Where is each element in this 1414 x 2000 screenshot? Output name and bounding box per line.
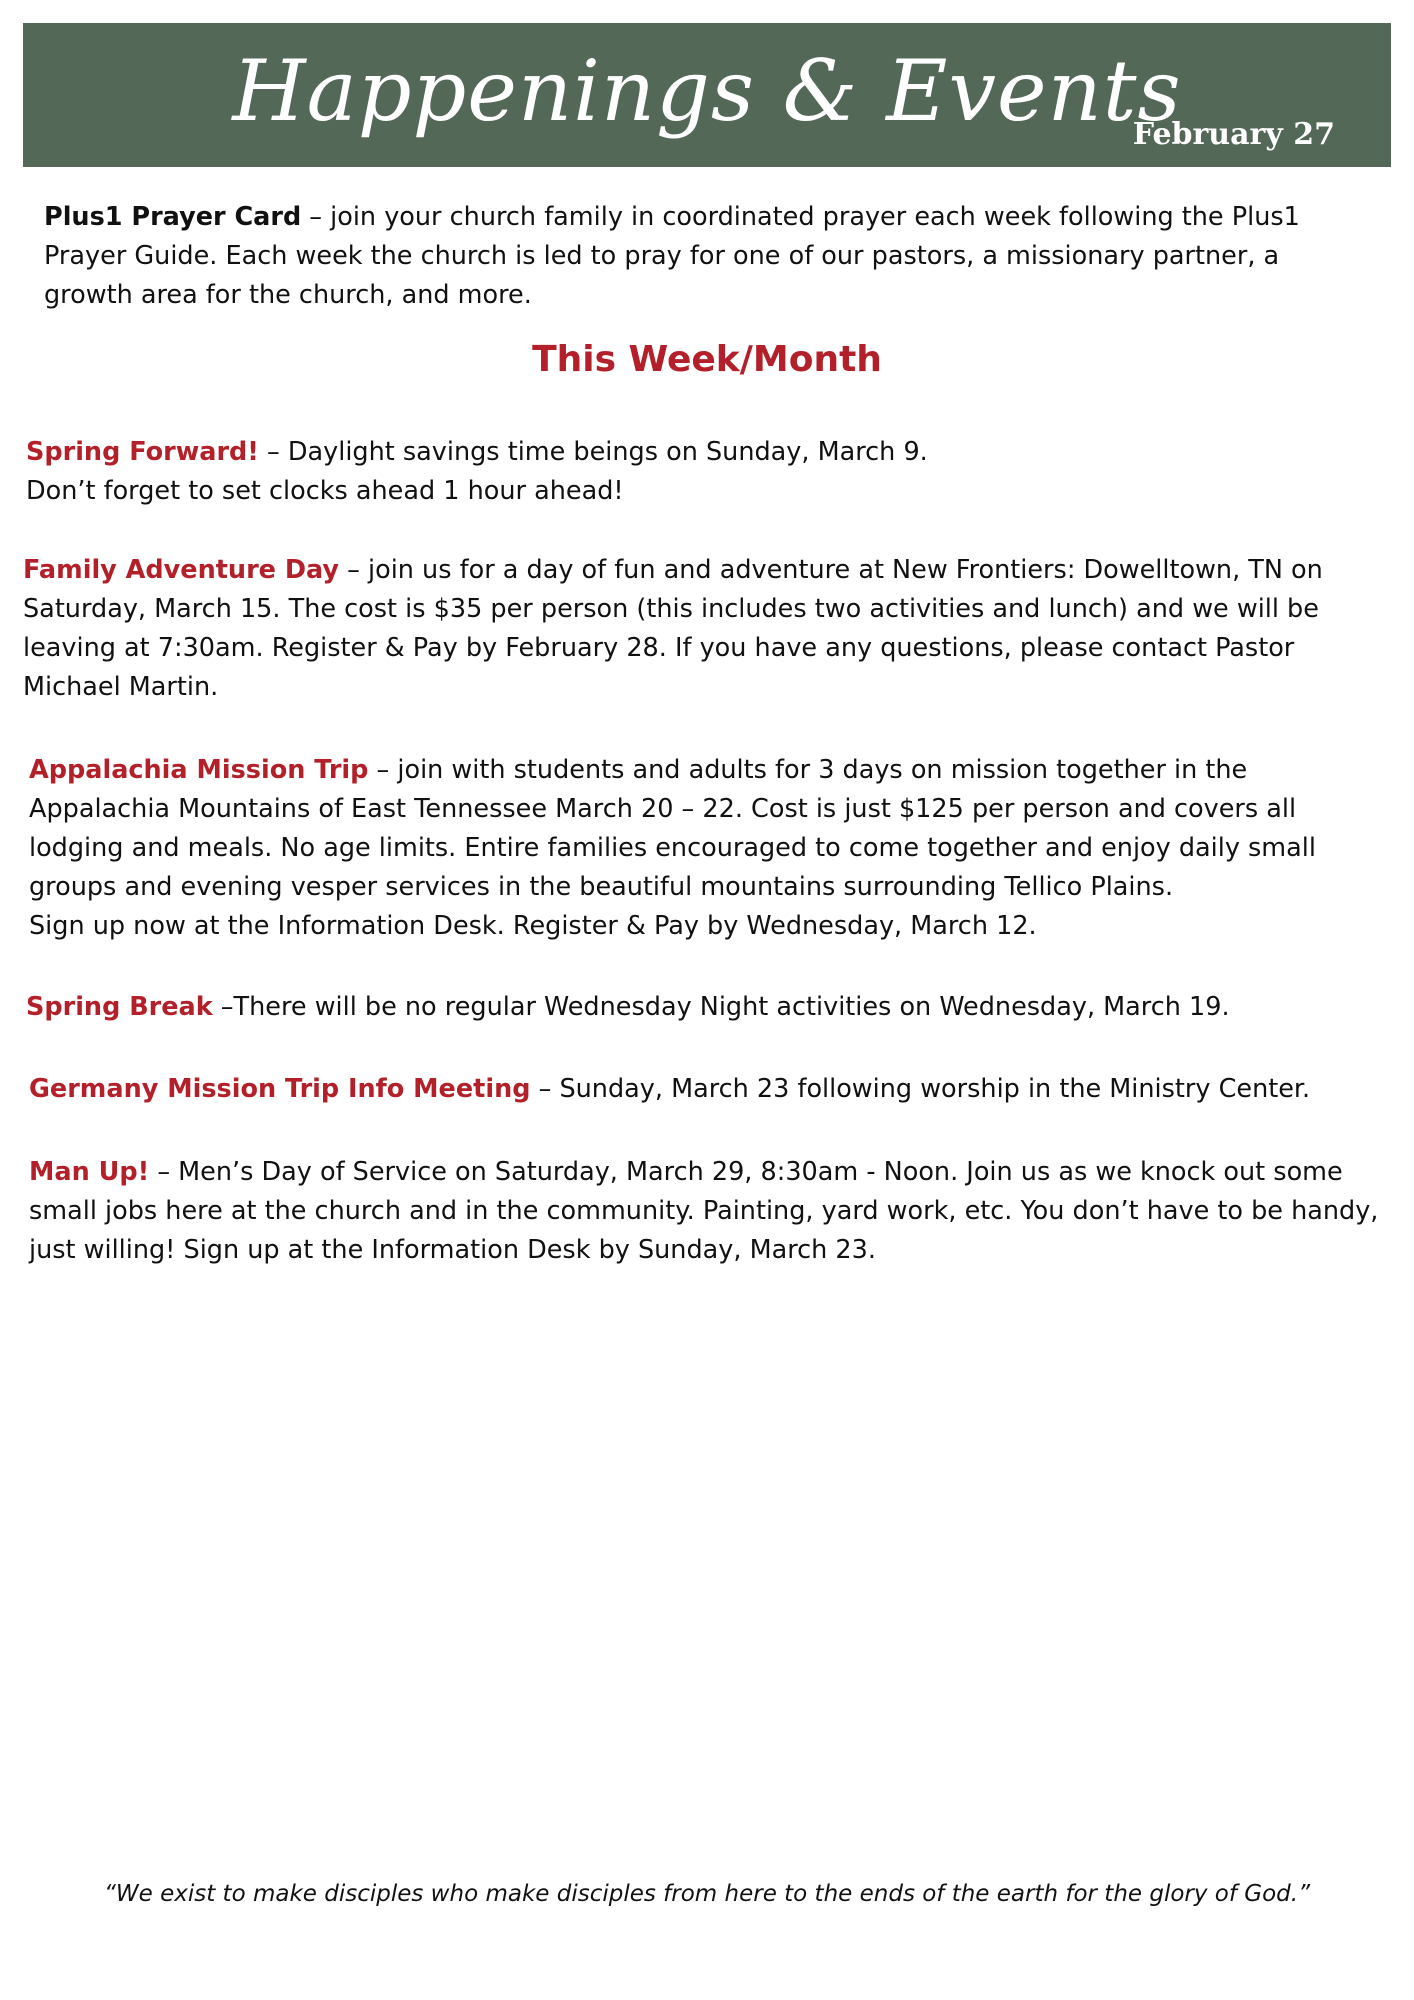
event-text: – Daylight savings time beings on Sunday, March 9. xyxy=(258,437,928,467)
event-man-up xyxy=(29,1153,1389,1270)
event-text: – Sunday, March 23 following worship in the Ministry Center. xyxy=(530,1074,1311,1104)
event-title: Germany Mission Trip Info Meeting xyxy=(29,1074,531,1104)
event-title: Spring Break xyxy=(26,992,213,1022)
event-text: –There will be no regular Wednesday Night activities on Wednesday, March 19. xyxy=(212,992,1230,1022)
event-title: Spring Forward! xyxy=(26,437,259,467)
event-title: Family Adventure Day xyxy=(23,555,340,585)
event-text: – Men’s Day of Service on Saturday, March 29, 8:30am - Noon. Join us as we knock out some small jobs here at the church and in the community. Painting, yard work, etc. You don’t have to be handy, just willing! Sign up at the Information Desk by Sunday, March 23. xyxy=(29,1157,1379,1265)
event-spring-forward xyxy=(26,433,1386,511)
page-title: Happenings & Events xyxy=(232,42,1182,140)
event-title: Man Up! xyxy=(29,1157,150,1187)
event-title: Appalachia Mission Trip xyxy=(29,755,369,785)
event-text: – join with students and adults for 3 days on mission together in the Appalachia Mountains of East Tennessee March 20 – 22. Cost is just $125 per person and covers all lodging and meals. No age limits. Entire families encouraged to come together and enjoy daily small groups and evening vesper services in the beautiful mountains surrounding Tellico Plains. xyxy=(29,755,1316,902)
event-spring-break xyxy=(26,988,1386,1027)
event-text-line2: Don’t forget to set clocks ahead 1 hour ahead! xyxy=(26,476,624,506)
issue-date: February 27 xyxy=(1132,117,1335,152)
header-banner xyxy=(23,23,1391,167)
intro-paragraph xyxy=(44,198,1344,315)
event-appalachia xyxy=(29,751,1393,946)
event-germany-meeting xyxy=(29,1070,1389,1109)
event-text-line2: Sign up now at the Information Desk. Register & Pay by Wednesday, March 12. xyxy=(29,911,1037,941)
event-text: – join us for a day of fun and adventure at New Frontiers: Dowelltown, TN on Saturday, March 15. The cost is $35 per person (this includes two activities and lunch) and we will be leaving at 7:30am. Register & Pay by February 28. If you have any questions, please contact Pastor Michael Martin. xyxy=(23,555,1323,702)
section-heading: This Week/Month xyxy=(532,339,882,380)
mission-statement: “We exist to make disciples who make disciples from here to the ends of the earth for the glory of God.” xyxy=(103,1881,1311,1907)
intro-label: Plus1 Prayer Card xyxy=(44,202,302,232)
event-family-adventure xyxy=(23,551,1391,707)
intro-text: – join your church family in coordinated prayer each week following the Plus1 Prayer Guide. Each week the church is led to pray for one of our pastors, a missionary partner, a growth area for the church, and more. xyxy=(44,202,1300,310)
